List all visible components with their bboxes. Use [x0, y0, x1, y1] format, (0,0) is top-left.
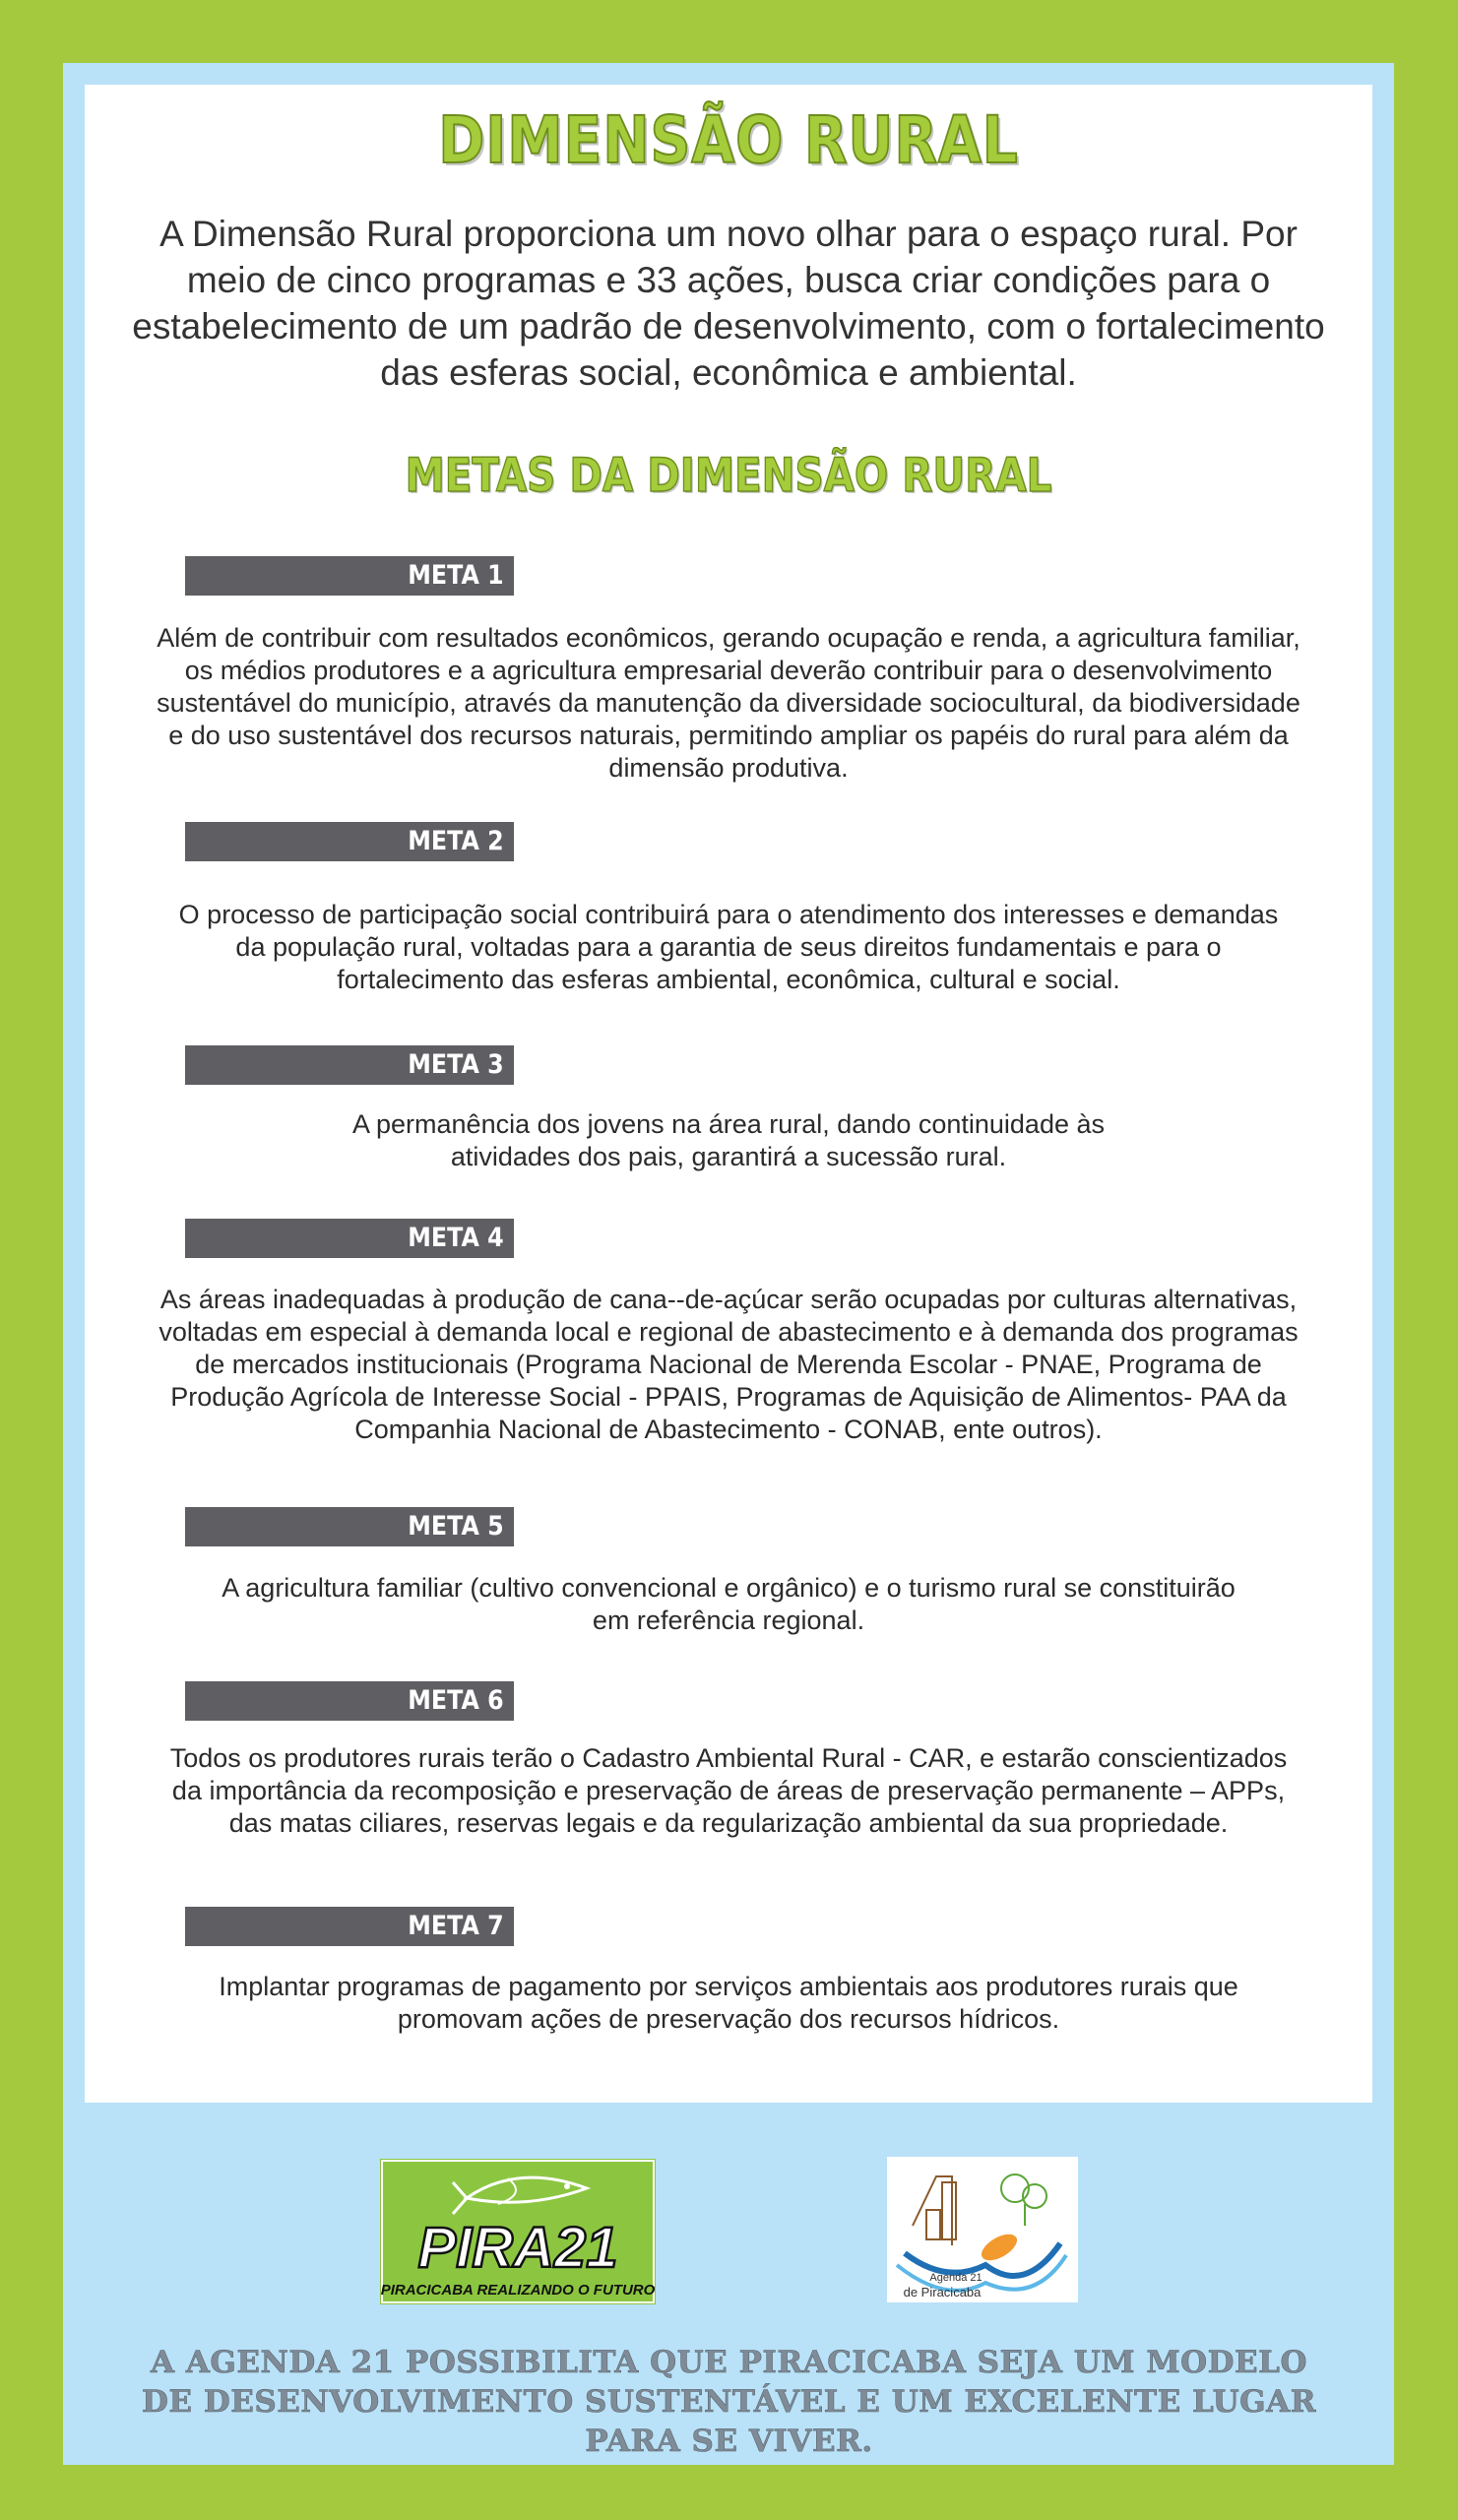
meta-4-text: As áreas inadequadas à produção de cana--de-açúcar serão ocupadas por culturas alternativas, voltadas em especial à demanda local e regional de abastecimento e à demanda dos programas de mercados institucionais (Programa Nacional de Merenda Escolar - PNAE, Programa de Produção Agrícola de Interesse Social - PPAIS, Programas de Aquisição de Alimentos- PAA da Companhia Nacional de Abastecimento - CONAB, ente outros).: [158, 1285, 1299, 1444]
meta-5-label: META 5: [408, 1511, 504, 1542]
intro-paragraph: A Dimensão Rural proporciona um novo olhar para o espaço rural. Por meio de cinco programas e 33 ações, busca criar condições para o estabelecimento de um padrão de desenvolvimento, com o fortalecimento das esferas social, econômica e ambiental.: [132, 214, 1325, 393]
meta-1-text: Além de contribuir com resultados econômicos, gerando ocupação e renda, a agricultura familiar, os médios produtores e a agricultura empresarial deverão contribuir para o desenvolvimento sustentável do município, através da manutenção da diversidade sociocultural, da biodiversidade e do uso sustentável dos recursos naturais, permitindo ampliar os papéis do rural para além da dimensão produtiva.: [157, 623, 1300, 783]
meta-1-label: META 1: [408, 560, 504, 591]
meta-4-label-bar: [185, 1219, 514, 1258]
agenda21-logo: [887, 2157, 1078, 2302]
meta-2-label-bar: [185, 822, 514, 861]
pira21-logo-name: PIRA21: [417, 2216, 618, 2280]
pira21-logo-graphic: [380, 2159, 656, 2304]
meta-7-label-bar: [185, 1907, 514, 1946]
agenda21-logo-line1: Agenda 21: [929, 2272, 983, 2284]
meta-5-text: A agricultura familiar (cultivo convencional e orgânico) e o turismo rural se constituirão em referência regional.: [222, 1573, 1236, 1635]
meta-2-text: O processo de participação social contribuirá para o atendimento dos interesses e demandas da população rural, voltadas para a garantia de seus direitos fundamentais e para o fortalecimento das esferas ambiental, econômica, cultural e social.: [178, 900, 1279, 994]
agenda21-logo-line2: de Piracicaba: [903, 2285, 982, 2300]
meta-6-label: META 6: [408, 1685, 504, 1716]
metas-heading: METAS DA DIMENSÃO RURAL: [405, 449, 1052, 503]
footer-slogan: A AGENDA 21 POSSIBILITA QUE PIRACICABA SEJA UM MODELO DE DESENVOLVIMENTO SUSTENTÁVEL E UM EXCELENTE LUGAR PARA SE VIVER.: [142, 2345, 1316, 2459]
meta-2-label: META 2: [408, 826, 504, 856]
meta-5-label-bar: [185, 1507, 514, 1546]
meta-7-label: META 7: [408, 1911, 504, 1941]
meta-3-text: A permanência dos jovens na área rural, dando continuidade às atividades dos pais, garantirá a sucessão rural.: [351, 1109, 1105, 1171]
pira21-logo-tagline: PIRACICABA REALIZANDO O FUTURO: [380, 2282, 656, 2299]
meta-6-label-bar: [185, 1681, 514, 1721]
page-title: DIMENSÃO RURAL: [438, 102, 1019, 178]
meta-1-label-bar: [185, 556, 514, 596]
meta-7-text: Implantar programas de pagamento por serviços ambientais aos produtores rurais que promovam ações de preservação dos recursos hídricos.: [219, 1972, 1238, 2034]
content-panel: [85, 85, 1372, 2103]
meta-3-label: META 3: [408, 1049, 504, 1080]
pira21-logo: [380, 2159, 656, 2304]
meta-6-text: Todos os produtores rurais terão o Cadastro Ambiental Rural - CAR, e estarão conscientizados da importância da recomposição e preservação de áreas de preservação permanente – APPs, das matas ciliares, reservas legais e da regularização ambiental da sua propriedade.: [169, 1743, 1288, 1838]
meta-3-label-bar: [185, 1045, 514, 1085]
agenda21-logo-graphic: [887, 2157, 1078, 2302]
meta-4-label: META 4: [408, 1223, 504, 1253]
